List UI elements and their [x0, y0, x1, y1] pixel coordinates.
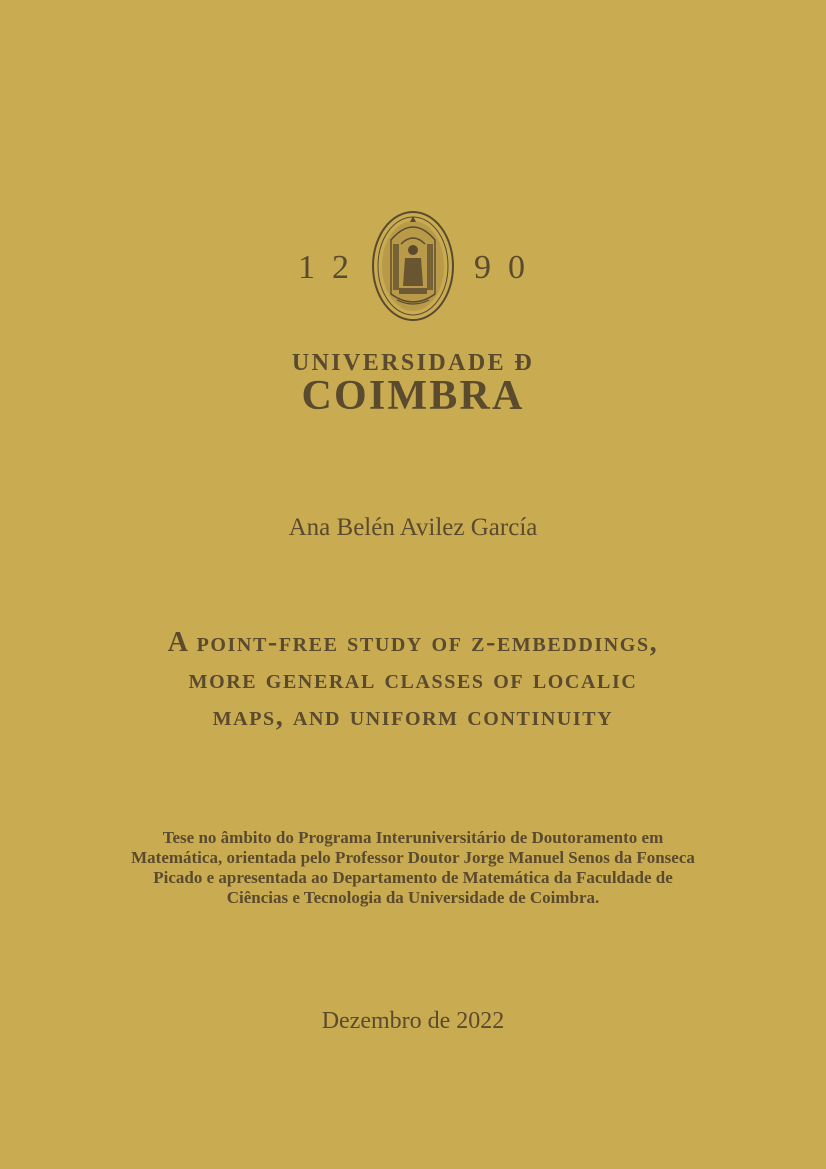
university-name-line2: COIMBRA — [301, 373, 525, 419]
submission-date: Dezembro de 2022 — [321, 1008, 505, 1034]
author-name: Ana Belén Avilez García — [288, 514, 538, 541]
thesis-title-line-2: more general classes of localic — [188, 664, 638, 695]
thesis-title-line-1: A point-free study of z-embeddings, — [167, 627, 659, 658]
university-wordmark — [0, 350, 826, 419]
description-line-3: Picado e apresentada ao Departamento de Matemática da Faculdade de — [153, 868, 673, 887]
year-digit-2: 2 — [332, 249, 349, 286]
year-digit-3: 9 — [474, 249, 491, 286]
university-name-line1: UNIVERSIDADE Đ — [291, 350, 535, 376]
thesis-title-line-3: maps, and uniform continuity — [212, 701, 614, 732]
university-seal-icon — [371, 210, 455, 322]
thesis-description — [80, 828, 746, 908]
description-line-4: Ciências e Tecnologia da Universidade de Coimbra. — [226, 888, 600, 907]
description-line-2: Matemática, orientada pelo Professor Doutor Jorge Manuel Senos da Fonseca — [131, 848, 695, 867]
year-digit-1: 1 — [298, 249, 315, 286]
thesis-title — [60, 624, 766, 735]
year-digit-4: 0 — [508, 249, 525, 286]
description-line-1: Tese no âmbito do Programa Interuniversitário de Doutoramento em — [162, 828, 664, 847]
seal-row — [0, 210, 826, 322]
